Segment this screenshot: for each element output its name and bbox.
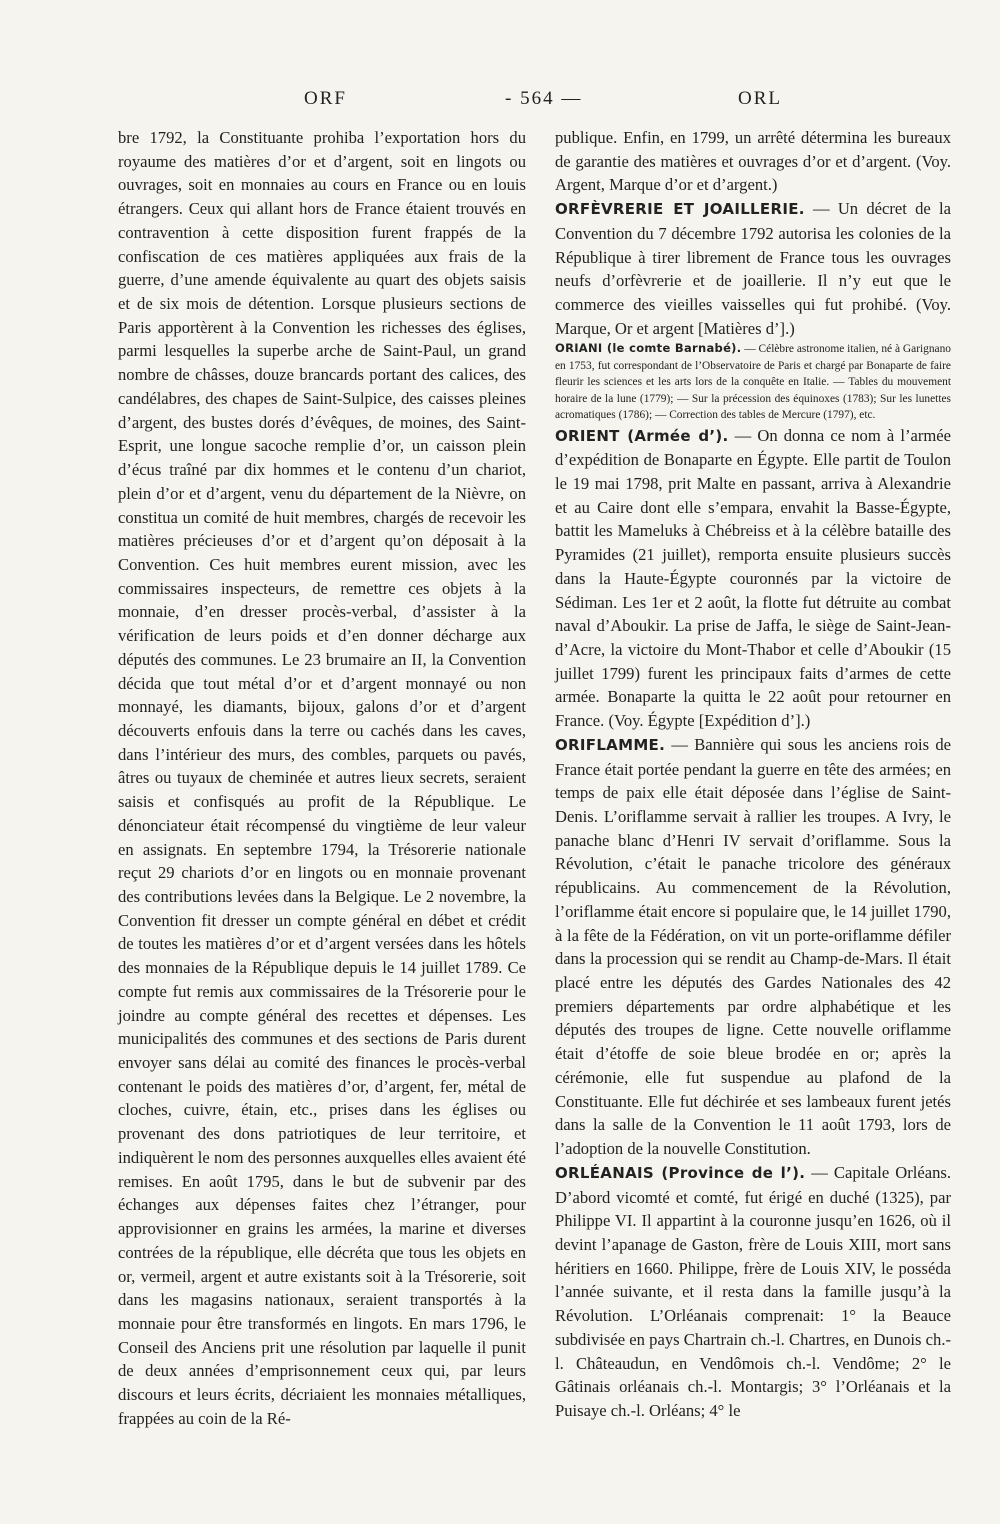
header-left-keyword: ORF [304,88,347,109]
page-number: - 564 — [505,88,583,109]
entry-body: — Bannière qui sous les anciens rois de France était portée pendant la guerre en tête des armées; en temps de paix elle était déposée dans l’église de Saint-Denis. L’oriflamme servait à rallier les troupes. A Ivry, le panache blanc d’Henri IV servait d’oriflamme. Sous la Révolution, c’était le panache tricolore des généraux républicains. Au commencement de la Révolution, l’oriflamme était encore si populaire que, le 14 juillet 1790, à la fête de la Fédération, on vit un porte-oriflamme défiler dans la procession qui se rendit au Champ-de-Mars. Il était placé entre les députés des Gardes Nationales des 42 premiers départements par ordre alphabétique et les députés des troupes de ligne. Cette nouvelle oriflamme était d’étoffe de soie bleue brodée en or; après la cérémonie, elle fut suspendue au plafond de la Constituante. Elle fut déchirée et ses lambeaux furent jetés dans la salle de la Convention le 11 août 1793, lors de l’adoption de la nouvelle Constitution. [555,734,951,1159]
entry-oriflamme [555,733,951,1161]
entry-headword: ORFÈVRERIE ET JOAILLERIE. [555,200,805,219]
running-header [0,88,1000,118]
entry-body: — Capitale Orléans. D’abord vicomté et comté, fut érigé en duché (1325), par Philippe VI. Il appartint à la couronne jusqu’en 1626, où il devint l’apanage de Gaston, frère de Louis XIII, mort sans héritiers en 1660. Philippe, frère de Louis XIV, le posséda l’année suivante, et il resta dans la famille jusqu’à la Révolution. L’Orléanais comprenait: 1° la Beauce subdivisée en pays Chartrain ch.-l. Chartres, en Dunois ch.-l. Châteaudun, en Vendômois ch.-l. Vendôme; 2° le Gâtinais orléanais ch.-l. Montargis; 3° l’Orléanais et la Puisaye ch.-l. Orléans; 4° le [555,1162,951,1420]
entry-subhead: (Armée d’). [619,426,729,445]
entry-body: — On donna ce nom à l’armée d’expédition de Bonaparte en Égypte. Elle partit de Toulon le 19 mai 1798, prit Malte en passant, arriva à Alexandrie et au Caire dont elle s’empara, envahit la Basse-Égypte, battit les Mameluks à Chébreiss et à la célèbre bataille des Pyramides (21 juillet), remporta ensuite plusieurs succès dans la Haute-Égypte couronnés par la victoire de Sédiman. Les 1er et 2 août, la flotte fut détruite au combat naval d’Aboukir. La prise de Jaffa, le siège de Saint-Jean-d’Acre, la victoire du Mont-Thabor et celle d’Aboukir (15 juillet 1799) furent les principaux faits d’armes de cette armée. Bonaparte la quitta le 22 août pour retourner en France. (Voy. Égypte [Expédition d’].) [555,425,952,731]
entry-headword: ORIANI (le comte Barnabé). [555,341,742,356]
header-right-keyword: ORL [738,88,782,109]
entry-orleanais [555,1161,951,1423]
right-column [555,126,951,1423]
entry-orient [555,424,951,733]
entry-body: — Un décret de la Convention du 7 décembre 1792 autorisa les colonies de la République à tirer librement de France tous les ouvrages neufs d’orfèvrerie et de joaillerie. Il n’y eut que le commerce des vieilles vaisselles qui fut prohibé. (Voy. Marque, Or et argent [Matières d’].) [555,199,951,338]
entry-headword: ORIFLAMME. [555,735,666,754]
entry-oriani [555,340,951,423]
entry-orfevrerie [555,197,951,340]
paragraph-matieres-continuation: bre 1792, la Constituante prohiba l’exportation hors du royaume des matières d’or et d’argent, soit en lingots ou ouvrages, soit en monnaies au cours en France ou en louis étrangers. Ceux qui allant hors de France étaient trouvés en contravention à cette disposition furent frappés de la confiscation de ces matières appliquées aux frais de la guerre, d’une amende équivalente au quart des objets saisis et de six mois de détention. Lorsque plusieurs sections de Paris apportèrent à la Convention les richesses des églises, parmi lesquelles la superbe arche de Saint-Paul, un grand nombre de châsses, douze brancards portant des calices, des candélabres, des chapes de Saint-Sulpice, des caisses pleines d’argent, des bustes dorés d’évêques, de moines, des Saint-Esprit, une longue sacoche remplie d’or, un caisson plein d’écus traîné par dix hommes et le contenu d’un chariot, plein d’or et d’argent, venu du département de la Nièvre, on constitua un comité de huit membres, chargés de recevoir les matières précieuses d’or et d’argent qu’on déposait à la Convention. Ces huit membres eurent mission, avec les commissaires inspecteurs, de remettre ces objets à la monnaie, d’en dresser procès-verbal, d’assister à la vérification de leurs poids et d’en donner décharge aux députés des communes. Le 23 brumaire an II, la Convention décida que tout métal d’or et d’argent monnayé ou non monnayé, les diamants, bijoux, galons d’or et d’argent découverts enfouis dans la terre ou cachés dans les caves, dans l’intérieur des murs, des combles, parquets ou pavés, âtres ou tuyaux de cheminée et autres lieux secrets, seraient saisis et confisqués au profit de la République. Le dénonciateur était récompensé du vingtième de leur valeur en assignats. En septembre 1794, la Trésorerie nationale reçut 29 chariots d’or en lingots ou en monnaie provenant des contributions levées dans la Belgique. Le 2 novembre, la Convention fit dresser un compte général en débet et crédit de toutes les matières d’or et d’argent versées dans les hôtels des monnaies de la République depuis le 14 juillet 1789. Ce compte fut remis aux commissaires de la Trésorerie pour le joindre au compte général des recettes et dépenses. Les municipalités des communes et des sections de Paris durent envoyer sans délai au comité des finances le procès-verbal contenant le poids des matières d’or, d’argent, fer, métal de cloches, cuivre, étain, etc., prises dans les églises ou provenant des dons patriotiques de leur territoire, et indiquèrent le nom des personnes auxquelles elles avaient été remises. En août 1795, dans le but de subvenir par des échanges aux dépenses faites chez l’étranger, pour approvisionner en grains les armées, la marine et diverses contrées de la république, elle décréta que tous les objets en or, vermeil, argent et autre existants soit à la Trésorerie, soit dans les magasins nationaux, seraient transportés à la monnaie pour être transformés en lingots. En mars 1796, le Conseil des Anciens prit une résolution par laquelle il punit de deux années d’emprisonnement ceux qui, par leurs discours et leurs écrits, décriaient les monnaies métalliques, frappées au coin de la Ré- [118,128,526,1428]
left-column [118,126,526,1431]
entry-headword: ORIENT [555,426,620,445]
entry-headword: ORLÉANAIS [555,1163,654,1182]
entry-subhead: (Province de l’). [653,1163,806,1182]
paragraph-matieres-end: publique. Enfin, en 1799, un arrêté détermina les bureaux de garantie des matières et ouvrages d’or et d’argent. (Voy. Argent, Marque d’or et d’argent.) [555,128,951,195]
entry-body: — Célèbre astronome italien, né à Garignano en 1753, fut correspondant de l’Observatoire de Paris et chargé par Bonaparte de faire fleurir les sciences et les arts lors de la conquête en Italie. — Tables du mouvement horaire de la lune (1779); — Sur la précession des équinoxes (1783); Sur les lunettes acromatiques (1786); — Correction des tables de Mercure (1797), etc. [555,343,951,422]
